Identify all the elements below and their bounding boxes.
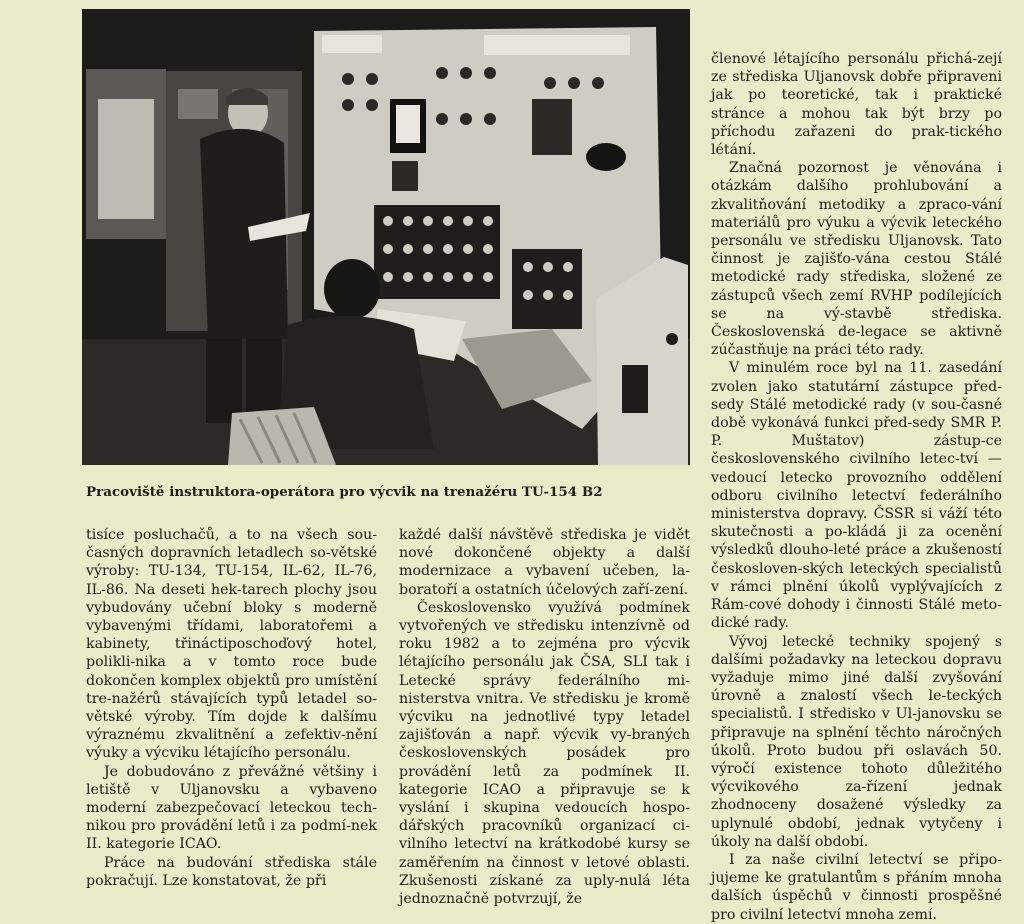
text-column-1 (86, 526, 377, 890)
paragraph: Značná pozornost je věnována i otázkám dalšího prohlubování a zkvalitňování metodiky a zpraco-vání materiálů pro výuku a výcvik leteckého personálu ve středisku Uljanovsk. Tato činnost je zajišťo-vána cestou Stálé metodické rady střediska, složené ze zástupců všech zemí RVHP podílejících se na vý-stavbě střediska. Československá de-legace se aktivně zúčastňuje na práci této rady. (711, 160, 1002, 359)
paragraph: Je dobudováno z převážné většiny i letiště v Uljanovsku a vybaveno moderní zabezpečovací leteckou tech-nikou pro provádění letů i za podmí-nek II. kategorie ICAO. (86, 763, 377, 853)
paragraph: tisíce posluchačů, a to na všech sou-časných dopravních letadlech so-větské výroby: TU-134, TU-154, IL-62, IL-76, IL-86. Na deseti hek-tarech plochy jsou vybudovány učební bloky s moderně vybavenými třídami, laboratořemi a kabinety, třináctiposchoďový hotel, polikli-nika a v tomto roce bude dokončen komplex objektů pro umístění tre-nažérů stávajících typů letadel so-větské výroby. Tím dojde k dalšímu výraznému zkvalitnění a zefektiv-nění výuky a výcviku létajícího personálu. (86, 527, 377, 762)
text-column-2 (399, 526, 690, 908)
paragraph: Vývoj letecké techniky spojený s dalšími požadavky na leteckou dopravu vyžaduje mimo jiné další zvyšování úrovně a znalostí všech le-teckých specialistů. I středisko v Ul-janovsku se připravuje na splnění těchto náročných úkolů. Proto budou při oslavách 50. výročí existence tohoto důležitého výcvikového za-řízení jednak zhodnoceny dosažené výsledky za uplynulé období, jednak vytyčeny i úkoly na další období. (711, 633, 1002, 850)
paragraph: V minulém roce byl na 11. zasedání zvolen jako statutární zástupce před-sedy Stálé metodické rady (v sou-časné době vykonává funkci před-sedy SMR P. P. Muštatov) zástup-ce československého civilního letec-tví — vedoucí letecko provozního oddělení odboru civilního letectví federálního ministerstva dopravy. ČSSR si váží této skutečnosti a po-kládá ji za ocenění výsledků dlouho-leté práce a zkušeností českosloven-ských leteckých specialistů v rámci plnění úkolů vyplývajících z Rám-cové dohody i činnosti Stálé meto-dické rady. (711, 360, 1002, 632)
paragraph: I za naše civilní letectví se připo-jujeme ke gratulantům s přáním mnoha dalších úspěchů v činnosti prospěšné pro civilní letectví mnoha zemí. (711, 851, 1002, 923)
paragraph: Práce na budování střediska stále pokračují. Lze konstatovat, že při (86, 854, 377, 889)
paragraph: členové létajícího personálu přichá-zejí ze střediska Uljanovsk dobře připraveni jak po teoretické, tak i praktické stránce a mohou tak být brzy po příchodu zařazeni do prak-tického létání. (711, 51, 1002, 159)
paragraph: Československo využívá podmínek vytvořených ve středisku intenzívně od roku 1982 a to zejména pro výcvik létajícího personálu jak ČSA, SLI tak i Letecké správy federálního mi-nisterstva vnitra. Ve středisku je kromě výcviku na jednotlivé typy letadel zajišťován a např. výcvik vy-braných československých posádek pro provádění letů za podmínek II. kategorie ICAO a připravuje se k vyslání i skupina vedoucích hospo-dářských pracovníků organizací ci-vilního letectví na krátkodobé kursy se zaměřením na činnost v letové oblasti. Zkušenosti získané za uply-nulá léta jednoznačně potvrzují, že (399, 599, 690, 908)
simulator-photo-illustration (82, 9, 690, 465)
simulator-photo (82, 9, 690, 465)
paragraph: každé další návštěvě střediska je vidět nové dokončené objekty a další modernizace a vybavení učeben, la-boratoří a ostatních účelových zaří-zení. (399, 527, 690, 598)
photo-caption: Pracoviště instruktora-operátora pro výcvik na trenažéru TU-154 B2 (86, 484, 603, 500)
text-column-3 (711, 50, 1002, 924)
